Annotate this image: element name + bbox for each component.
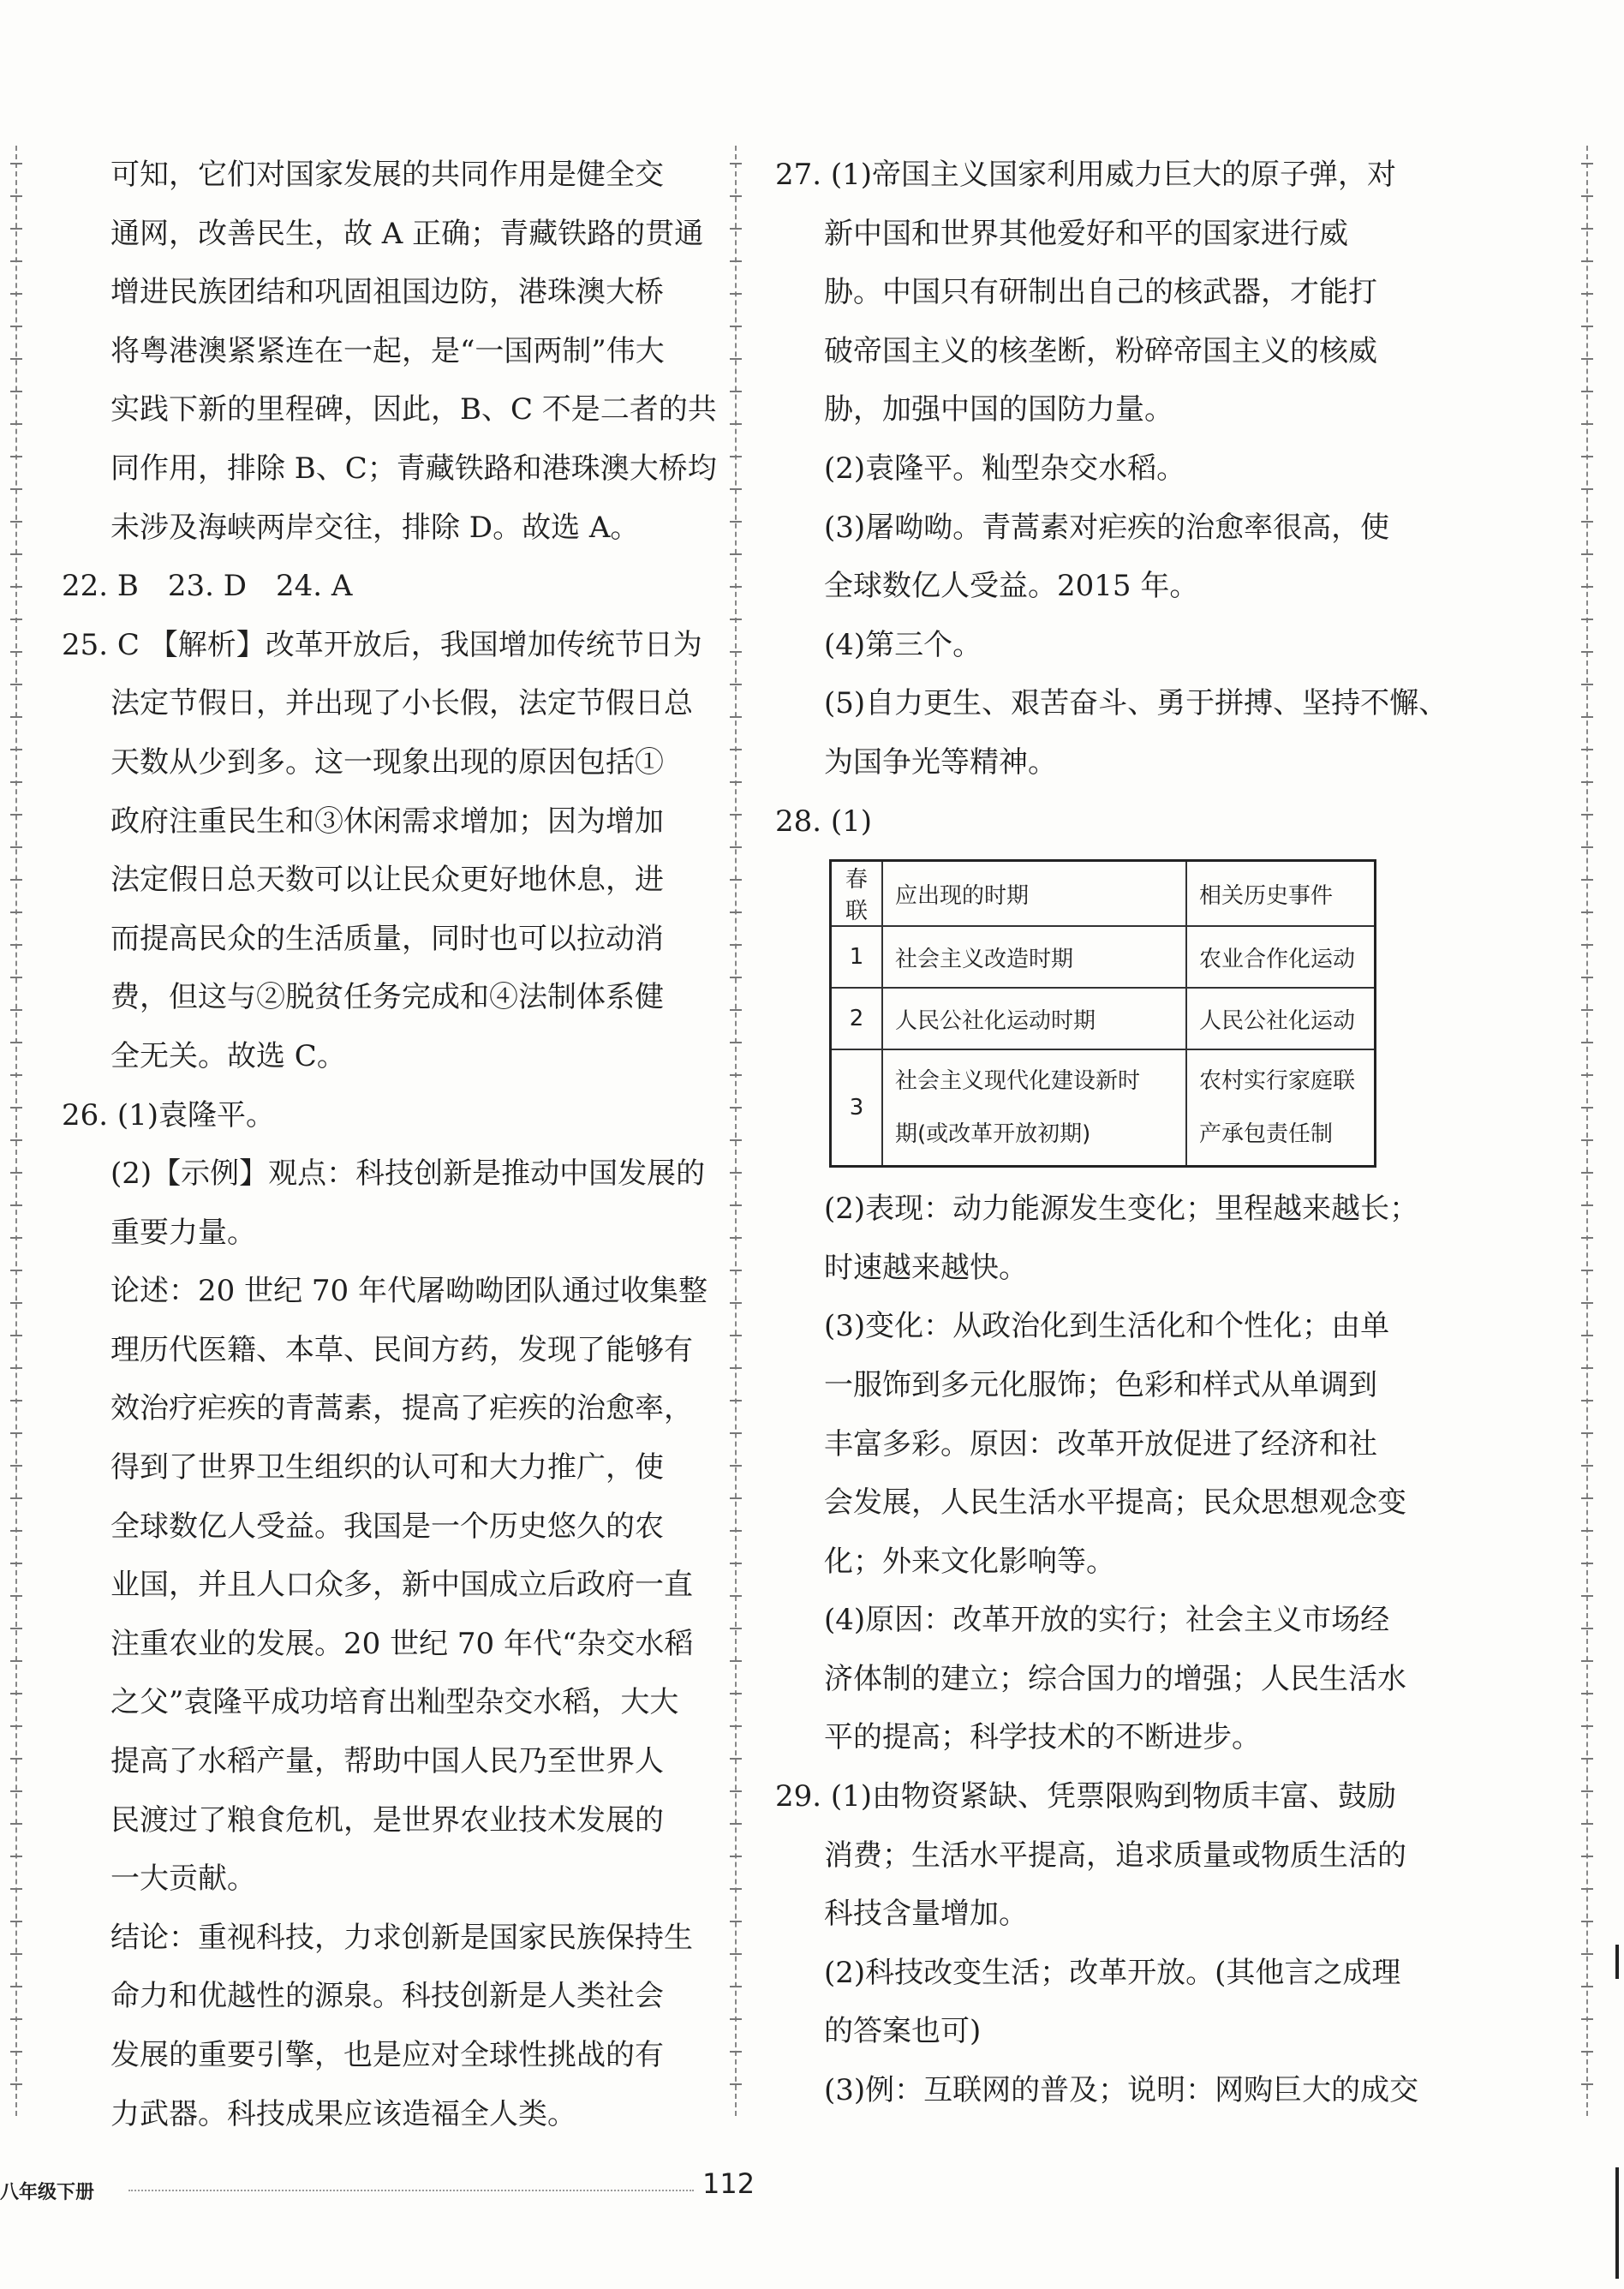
cut-line-tick [1581, 1497, 1593, 1499]
cut-line-tick [10, 1270, 22, 1271]
table-cell-no: 1 [831, 926, 883, 988]
cut-line-tick [10, 716, 22, 718]
right-column [775, 146, 1448, 2120]
table-cell-event-line2: 产承包责任制 [1199, 1121, 1334, 1148]
cut-line-tick [730, 1270, 742, 1271]
cut-line-tick [1581, 293, 1593, 295]
cut-line-tick [10, 1400, 22, 1401]
text-line: 28. (1) [775, 804, 873, 839]
table-header-row [831, 861, 1376, 927]
cut-line-tick [730, 1563, 742, 1564]
text-line: (4)第三个。 [824, 627, 982, 662]
cut-line-tick [730, 879, 742, 881]
text-line: 业国，并且人口众多，新中国成立后政府一直 [110, 1568, 693, 1603]
cut-line-tick [1581, 1660, 1593, 1662]
text-line: 将粤港澳紧紧连在一起，是“一国两制”伟大 [110, 333, 665, 368]
text-line: 26. (1)袁隆平。 [62, 1097, 276, 1133]
cut-line-tick [730, 814, 742, 816]
cut-line-tick [10, 911, 22, 913]
table-cell-event-line1: 农村实行家庭联 [1199, 1068, 1356, 1095]
text-line: 时速越来越快。 [824, 1250, 1028, 1285]
cut-line-tick [1581, 944, 1593, 946]
cut-line-tick [1581, 1563, 1593, 1564]
right-margin-cut-line [1586, 146, 1588, 2116]
cut-line-tick [1581, 1074, 1593, 1076]
text-line: 法定假日总天数可以让民众更好地休息，进 [110, 863, 664, 898]
cut-line-tick [10, 1009, 22, 1011]
text-line: 一服饰到多元化服饰；色彩和样式从单调到 [824, 1367, 1377, 1402]
text-line: 全球数亿人受益。2015 年。 [824, 569, 1199, 604]
cut-line-tick [730, 488, 742, 490]
cut-line-tick [10, 1660, 22, 1662]
scan-edge-mark [1615, 1945, 1619, 1979]
cut-line-tick [730, 1823, 742, 1825]
text-line: 通网，改善民生，故 A 正确；青藏铁路的贯通 [110, 216, 704, 251]
cut-line-tick [10, 293, 22, 295]
footer-grade-label: 八年级下册 [0, 2182, 95, 2203]
text-line: 科技含量增加。 [824, 1897, 1028, 1932]
text-line: 实践下新的里程碑，因此，B、C 不是二者的共 [110, 392, 717, 427]
cut-line-tick [10, 1204, 22, 1206]
cut-line-tick [10, 521, 22, 523]
cut-line-tick [1581, 2083, 1593, 2085]
cut-line-tick [1581, 488, 1593, 490]
table-header-couplet: 春联 [831, 861, 883, 927]
text-line: 消费；生活水平提高，追求质量或物质生活的 [824, 1838, 1406, 1873]
cut-line-tick [10, 456, 22, 457]
cut-line-tick [1581, 651, 1593, 653]
cut-line-tick [730, 977, 742, 978]
text-line: 丰富多彩。原因：改革开放促进了经济和社 [824, 1426, 1377, 1461]
cut-line-tick [730, 1107, 742, 1109]
left-margin-cut-line [15, 146, 17, 2116]
cut-line-tick [730, 1302, 742, 1304]
cut-line-tick [730, 2083, 742, 2085]
table-cell-event: 农业合作化运动 [1186, 926, 1376, 988]
cut-line-tick [1581, 1270, 1593, 1271]
cut-line-tick [10, 1953, 22, 1955]
cut-line-tick [10, 2051, 22, 2053]
cut-line-tick [1581, 879, 1593, 881]
cut-line-tick [730, 1237, 742, 1239]
cut-line-tick [1581, 1009, 1593, 1011]
table-cell-period-line1: 社会主义现代化建设新时 [895, 1068, 1141, 1095]
left-column [62, 146, 717, 2143]
cut-line-tick [1581, 1335, 1593, 1336]
cut-line-tick [10, 1042, 22, 1043]
cut-line-tick [1581, 1400, 1593, 1401]
cut-line-tick [10, 814, 22, 816]
center-cut-line [735, 146, 737, 2116]
cut-line-tick [730, 1009, 742, 1011]
cut-line-tick [1581, 163, 1593, 164]
cut-line-tick [730, 163, 742, 164]
text-line: 破帝国主义的核垄断，粉碎帝国主义的核威 [824, 333, 1377, 368]
cut-line-tick [730, 391, 742, 392]
cut-line-tick [730, 1758, 742, 1760]
cut-line-tick [10, 619, 22, 620]
table-header-period: 应出现的时期 [882, 861, 1186, 927]
cut-line-tick [730, 1856, 742, 1857]
cut-line-tick [730, 586, 742, 588]
text-line: 未涉及海峡两岸交往，排除 D。故选 A。 [110, 510, 640, 545]
cut-line-tick [1581, 1693, 1593, 1694]
history-table [829, 859, 1376, 1168]
text-line: (4)原因：改革开放的实行；社会主义市场经 [824, 1603, 1390, 1638]
cut-line-tick [1581, 1953, 1593, 1955]
text-line: 新中国和世界其他爱好和平的国家进行威 [824, 216, 1348, 251]
cut-line-tick [730, 1595, 742, 1597]
cut-line-tick [10, 228, 22, 230]
cut-line-tick [730, 195, 742, 197]
cut-line-tick [1581, 1204, 1593, 1206]
cut-line-tick [1581, 553, 1593, 555]
cut-line-tick [730, 1497, 742, 1499]
cut-line-tick [730, 521, 742, 523]
text-line: 得到了世界卫生组织的认可和大力推广，使 [110, 1450, 664, 1485]
cut-line-tick [10, 1628, 22, 1629]
cut-line-tick [10, 423, 22, 425]
cut-line-tick [1581, 1921, 1593, 1922]
text-line: (3)屠呦呦。青蒿素对疟疾的治愈率很高，使 [824, 510, 1390, 545]
cut-line-tick [10, 1856, 22, 1857]
text-line: 命力和优越性的源泉。科技创新是人类社会 [110, 1979, 664, 2014]
text-line: (2)袁隆平。籼型杂交水稻。 [824, 451, 1186, 486]
text-line: (5)自力更生、艰苦奋斗、勇于拼搏、坚持不懈、 [824, 686, 1448, 721]
cut-line-tick [730, 651, 742, 653]
cut-line-tick [10, 326, 22, 327]
cut-line-tick [1581, 358, 1593, 360]
text-line: 同作用，排除 B、C；青藏铁路和港珠澳大桥均 [110, 451, 717, 486]
cut-line-tick [10, 1432, 22, 1434]
table-row [831, 988, 1376, 1049]
cut-line-tick [1581, 423, 1593, 425]
cut-line-tick [730, 456, 742, 457]
text-line: 民渡过了粮食危机，是世界农业技术发展的 [110, 1802, 664, 1838]
table-cell-period: 人民公社化运动时期 [882, 988, 1186, 1049]
cut-line-tick [1581, 228, 1593, 230]
cut-line-tick [1581, 1432, 1593, 1434]
cut-line-tick [730, 1888, 742, 1890]
cut-line-tick [10, 1693, 22, 1694]
text-line: 提高了水稻产量，帮助中国人民乃至世界人 [110, 1744, 664, 1779]
cut-line-tick [1581, 1888, 1593, 1890]
cut-line-tick [1581, 911, 1593, 913]
cut-line-tick [730, 1921, 742, 1922]
text-line: 为国争光等精神。 [824, 744, 1057, 780]
cut-line-tick [730, 619, 742, 620]
cut-line-tick [730, 2051, 742, 2053]
cut-line-tick [10, 358, 22, 360]
cut-line-tick [10, 977, 22, 978]
cut-line-tick [730, 1660, 742, 1662]
cut-line-tick [1581, 1595, 1593, 1597]
table-cell-event [1186, 1049, 1376, 1167]
text-line: (3)例：互联网的普及；说明：网购巨大的成交 [824, 2073, 1419, 2108]
cut-line-tick [730, 1172, 742, 1174]
cut-line-tick [10, 1367, 22, 1369]
text-line: 化；外来文化影响等。 [824, 1544, 1115, 1579]
cut-line-tick [1581, 391, 1593, 392]
text-line: 重要力量。 [110, 1215, 256, 1250]
text-line: 济体制的建立；综合国力的增强；人民生活水 [824, 1661, 1406, 1696]
text-line: 结论：重视科技，力求创新是国家民族保持生 [110, 1920, 693, 1955]
text-line: 之父”袁隆平成功培育出籼型杂交水稻，大大 [110, 1685, 679, 1720]
cut-line-tick [730, 781, 742, 783]
cut-line-tick [10, 879, 22, 881]
cut-line-tick [1581, 2018, 1593, 2020]
cut-line-tick [10, 1823, 22, 1825]
cut-line-tick [1581, 586, 1593, 588]
cut-line-tick [10, 1595, 22, 1597]
cut-line-tick [10, 195, 22, 197]
cut-line-tick [10, 1074, 22, 1076]
cut-line-tick [10, 586, 22, 588]
text-line: 一大贡献。 [110, 1862, 256, 1897]
cut-line-tick [730, 1042, 742, 1043]
cut-line-tick [1581, 1139, 1593, 1141]
text-line: 全无关。故选 C。 [110, 1038, 346, 1073]
cut-line-tick [10, 1725, 22, 1727]
text-line: 而提高民众的生活质量，同时也可以拉动消 [110, 921, 664, 956]
cut-line-tick [10, 1888, 22, 1890]
text-line: 全球数亿人受益。我国是一个历史悠久的农 [110, 1509, 664, 1544]
cut-line-tick [10, 1237, 22, 1239]
cut-line-tick [730, 944, 742, 946]
cut-line-tick [10, 1921, 22, 1922]
cut-line-tick [1581, 977, 1593, 978]
cut-line-tick [730, 1725, 742, 1727]
cut-line-tick [730, 1432, 742, 1434]
cut-line-tick [1581, 195, 1593, 197]
cut-line-tick [730, 1074, 742, 1076]
cut-line-tick [730, 1530, 742, 1532]
cut-line-tick [1581, 1530, 1593, 1532]
cut-line-tick [1581, 1628, 1593, 1629]
text-line: 论述：20 世纪 70 年代屠呦呦团队通过收集整 [110, 1274, 708, 1309]
cut-line-tick [730, 326, 742, 327]
cut-line-tick [1581, 781, 1593, 783]
cut-line-tick [730, 1335, 742, 1336]
cut-line-tick [10, 163, 22, 164]
text-line: 平的提高；科学技术的不断进步。 [824, 1720, 1261, 1755]
cut-line-tick [1581, 749, 1593, 750]
cut-line-tick [10, 749, 22, 750]
cut-line-tick [1581, 1790, 1593, 1792]
cut-line-tick [1581, 619, 1593, 620]
cut-line-tick [730, 2018, 742, 2020]
cut-line-tick [10, 2018, 22, 2020]
cut-line-tick [10, 1530, 22, 1532]
text-line: 发展的重要引擎，也是应对全球性挑战的有 [110, 2038, 664, 2072]
cut-line-tick [10, 1335, 22, 1336]
cut-line-tick [1581, 1856, 1593, 1857]
cut-line-tick [10, 1139, 22, 1141]
text-line: (2)表现：动力能源发生变化；里程越来越长； [824, 1192, 1419, 1227]
cut-line-tick [730, 1204, 742, 1206]
text-line: 27. (1)帝国主义国家利用威力巨大的原子弹，对 [775, 158, 1397, 192]
cut-line-tick [10, 1790, 22, 1792]
table-cell-no: 3 [831, 1049, 883, 1167]
cut-line-tick [1581, 456, 1593, 457]
cut-line-tick [10, 488, 22, 490]
page-number: 112 [702, 2167, 755, 2200]
cut-line-tick [1581, 1367, 1593, 1369]
cut-line-tick [1581, 716, 1593, 718]
text-line: 胁。中国只有研制出自己的核武器，才能打 [824, 275, 1377, 310]
text-line: 天数从少到多。这一现象出现的原因包括① [110, 744, 664, 780]
cut-line-tick [10, 260, 22, 262]
table-cell-period-line2: 期(或改革开放初期) [895, 1121, 1091, 1148]
cut-line-tick [730, 1693, 742, 1694]
cut-line-tick [730, 911, 742, 913]
cut-line-tick [10, 684, 22, 685]
text-line: 费，但这与②脱贫任务完成和④法制体系健 [110, 980, 664, 1015]
cut-line-tick [730, 553, 742, 555]
text-line: 会发展，人民生活水平提高；民众思想观念变 [824, 1485, 1406, 1521]
table-header-event: 相关历史事件 [1186, 861, 1376, 927]
cut-line-tick [1581, 1237, 1593, 1239]
table-cell-period: 社会主义改造时期 [882, 926, 1186, 988]
cut-line-tick [730, 716, 742, 718]
cut-line-tick [730, 260, 742, 262]
cut-line-tick [1581, 1107, 1593, 1109]
text-line: 力武器。科技成果应该造福全人类。 [110, 2096, 576, 2131]
scan-edge-mark [1615, 2167, 1619, 2279]
cut-line-tick [1581, 1823, 1593, 1825]
cut-line-tick [730, 293, 742, 295]
text-line: 胁，加强中国的国防力量。 [824, 392, 1173, 427]
cut-line-tick [730, 749, 742, 750]
cut-line-tick [10, 1107, 22, 1109]
cut-line-tick [730, 423, 742, 425]
cut-line-tick [730, 1367, 742, 1369]
cut-line-tick [730, 846, 742, 848]
text-line: 的答案也可) [824, 2014, 982, 2049]
cut-line-tick [730, 1465, 742, 1467]
text-line: 22. B 23. D 24. A [62, 569, 353, 604]
cut-line-tick [10, 1172, 22, 1174]
cut-line-tick [1581, 1758, 1593, 1760]
cut-line-tick [1581, 1725, 1593, 1727]
cut-line-tick [1581, 684, 1593, 685]
cut-line-tick [1581, 1042, 1593, 1043]
cut-line-tick [1581, 846, 1593, 848]
cut-line-tick [730, 1953, 742, 1955]
cut-line-tick [10, 651, 22, 653]
cut-line-tick [10, 553, 22, 555]
cut-line-tick [730, 358, 742, 360]
cut-line-tick [10, 846, 22, 848]
cut-line-tick [10, 1563, 22, 1564]
cut-line-tick [10, 1986, 22, 1987]
cut-line-tick [10, 1497, 22, 1499]
cut-line-tick [730, 1400, 742, 1401]
text-line: (2)科技改变生活；改革开放。(其他言之成理 [824, 1955, 1401, 1990]
cut-line-tick [10, 2083, 22, 2085]
text-line: (3)变化：从政治化到生活化和个性化；由单 [824, 1309, 1390, 1344]
table-cell-no: 2 [831, 988, 883, 1049]
cut-line-tick [730, 228, 742, 230]
cut-line-tick [730, 1139, 742, 1141]
cut-line-tick [1581, 521, 1593, 523]
cut-line-tick [1581, 1302, 1593, 1304]
text-line: 政府注重民生和③休闲需求增加；因为增加 [110, 804, 664, 839]
cut-line-tick [10, 1465, 22, 1467]
cut-line-tick [730, 1986, 742, 1987]
cut-line-tick [1581, 1465, 1593, 1467]
cut-line-tick [1581, 814, 1593, 816]
cut-line-tick [10, 944, 22, 946]
text-line: 法定节假日，并出现了小长假，法定节假日总 [110, 686, 693, 721]
text-line: (2)【示例】观点：科技创新是推动中国发展的 [110, 1156, 706, 1192]
cut-line-tick [730, 1790, 742, 1792]
cut-line-tick [1581, 1172, 1593, 1174]
cut-line-tick [1581, 260, 1593, 262]
cut-line-tick [10, 1302, 22, 1304]
cut-line-tick [10, 1758, 22, 1760]
cut-line-tick [730, 684, 742, 685]
table-row [831, 1049, 1376, 1167]
text-line: 注重农业的发展。20 世纪 70 年代“杂交水稻 [110, 1626, 694, 1661]
cut-line-tick [730, 1628, 742, 1629]
text-line: 25. C 【解析】改革开放后，我国增加传统节日为 [62, 627, 702, 662]
cut-line-tick [1581, 326, 1593, 327]
text-line: 理历代医籍、本草、民间方药，发现了能够有 [110, 1332, 693, 1367]
table-cell-period [882, 1049, 1186, 1167]
text-line: 29. (1)由物资紧缺、凭票限购到物质丰富、鼓励 [775, 1779, 1397, 1814]
table-cell-event: 人民公社化运动 [1186, 988, 1376, 1049]
cut-line-tick [10, 391, 22, 392]
cut-line-tick [1581, 1986, 1593, 1987]
footer-dotted-rule [128, 2190, 694, 2191]
text-line: 增进民族团结和巩固祖国边防，港珠澳大桥 [110, 275, 664, 310]
cut-line-tick [1581, 2051, 1593, 2053]
text-line: 效治疗疟疾的青蒿素，提高了疟疾的治愈率， [110, 1391, 693, 1426]
table-row [831, 926, 1376, 988]
text-line: 可知，它们对国家发展的共同作用是健全交 [110, 158, 664, 192]
cut-line-tick [10, 781, 22, 783]
